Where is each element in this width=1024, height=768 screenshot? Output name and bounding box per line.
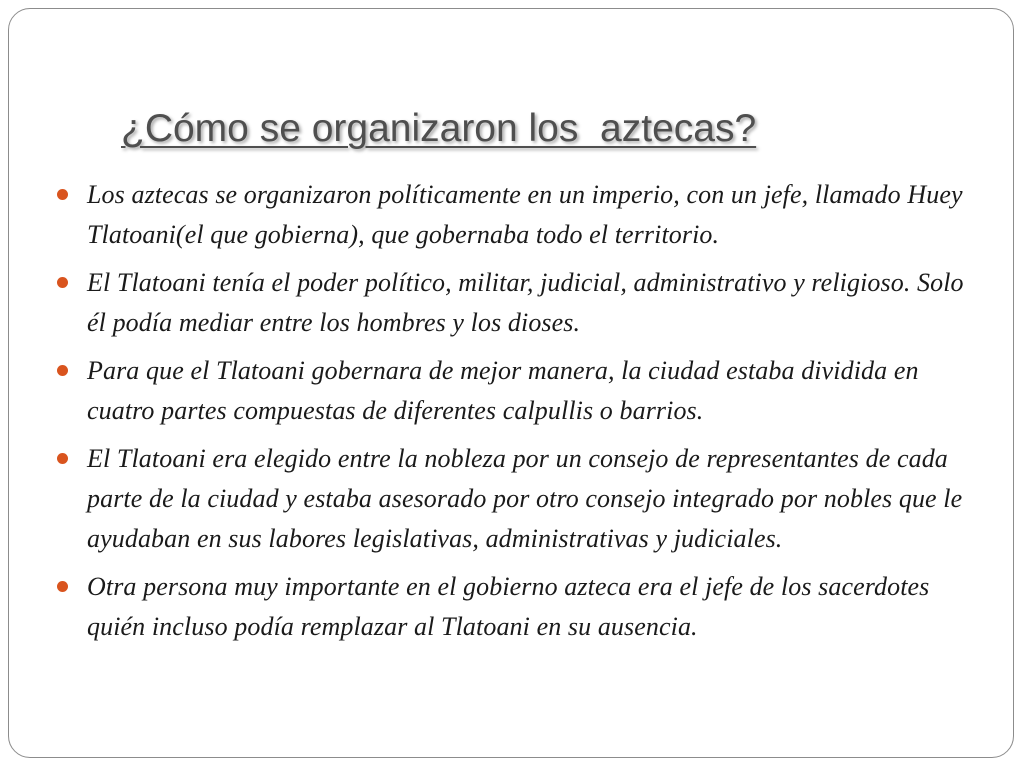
bullet-text: Para que el Tlatoani gobernara de mejor manera, la ciudad estaba dividida en cuatro partes compuestas de diferentes calpullis o barrios. [87,356,919,425]
bullet-text: Los aztecas se organizaron políticamente en un imperio, con un jefe, llamado Huey Tlatoani(el que gobierna), que gobernaba todo el territorio. [87,180,963,249]
bullet-text: Otra persona muy importante en el gobierno azteca era el jefe de los sacerdotes quién incluso podía remplazar al Tlatoani en su ausencia. [87,572,930,641]
bullet-item [57,351,987,431]
slide-title: ¿Cómo se organizaron los aztecas? [121,107,757,150]
bullet-dot-icon [57,581,68,592]
bullet-item [57,263,987,343]
bullet-item [57,175,987,255]
bullet-item [57,439,987,559]
bullet-text: El Tlatoani era elegido entre la nobleza por un consejo de representantes de cada parte de la ciudad y estaba asesorado por otro consejo integrado por nobles que le ayudaban en sus labores legislativas, administrativas y judiciales. [87,444,963,553]
bullet-dot-icon [57,365,68,376]
bullet-text: El Tlatoani tenía el poder político, militar, judicial, administrativo y religioso. Solo él podía mediar entre los hombres y los dioses. [87,268,964,337]
bullet-dot-icon [57,277,68,288]
bullet-list [57,175,987,655]
slide-frame [8,8,1014,758]
bullet-item [57,567,987,647]
bullet-dot-icon [57,189,68,200]
bullet-dot-icon [57,453,68,464]
